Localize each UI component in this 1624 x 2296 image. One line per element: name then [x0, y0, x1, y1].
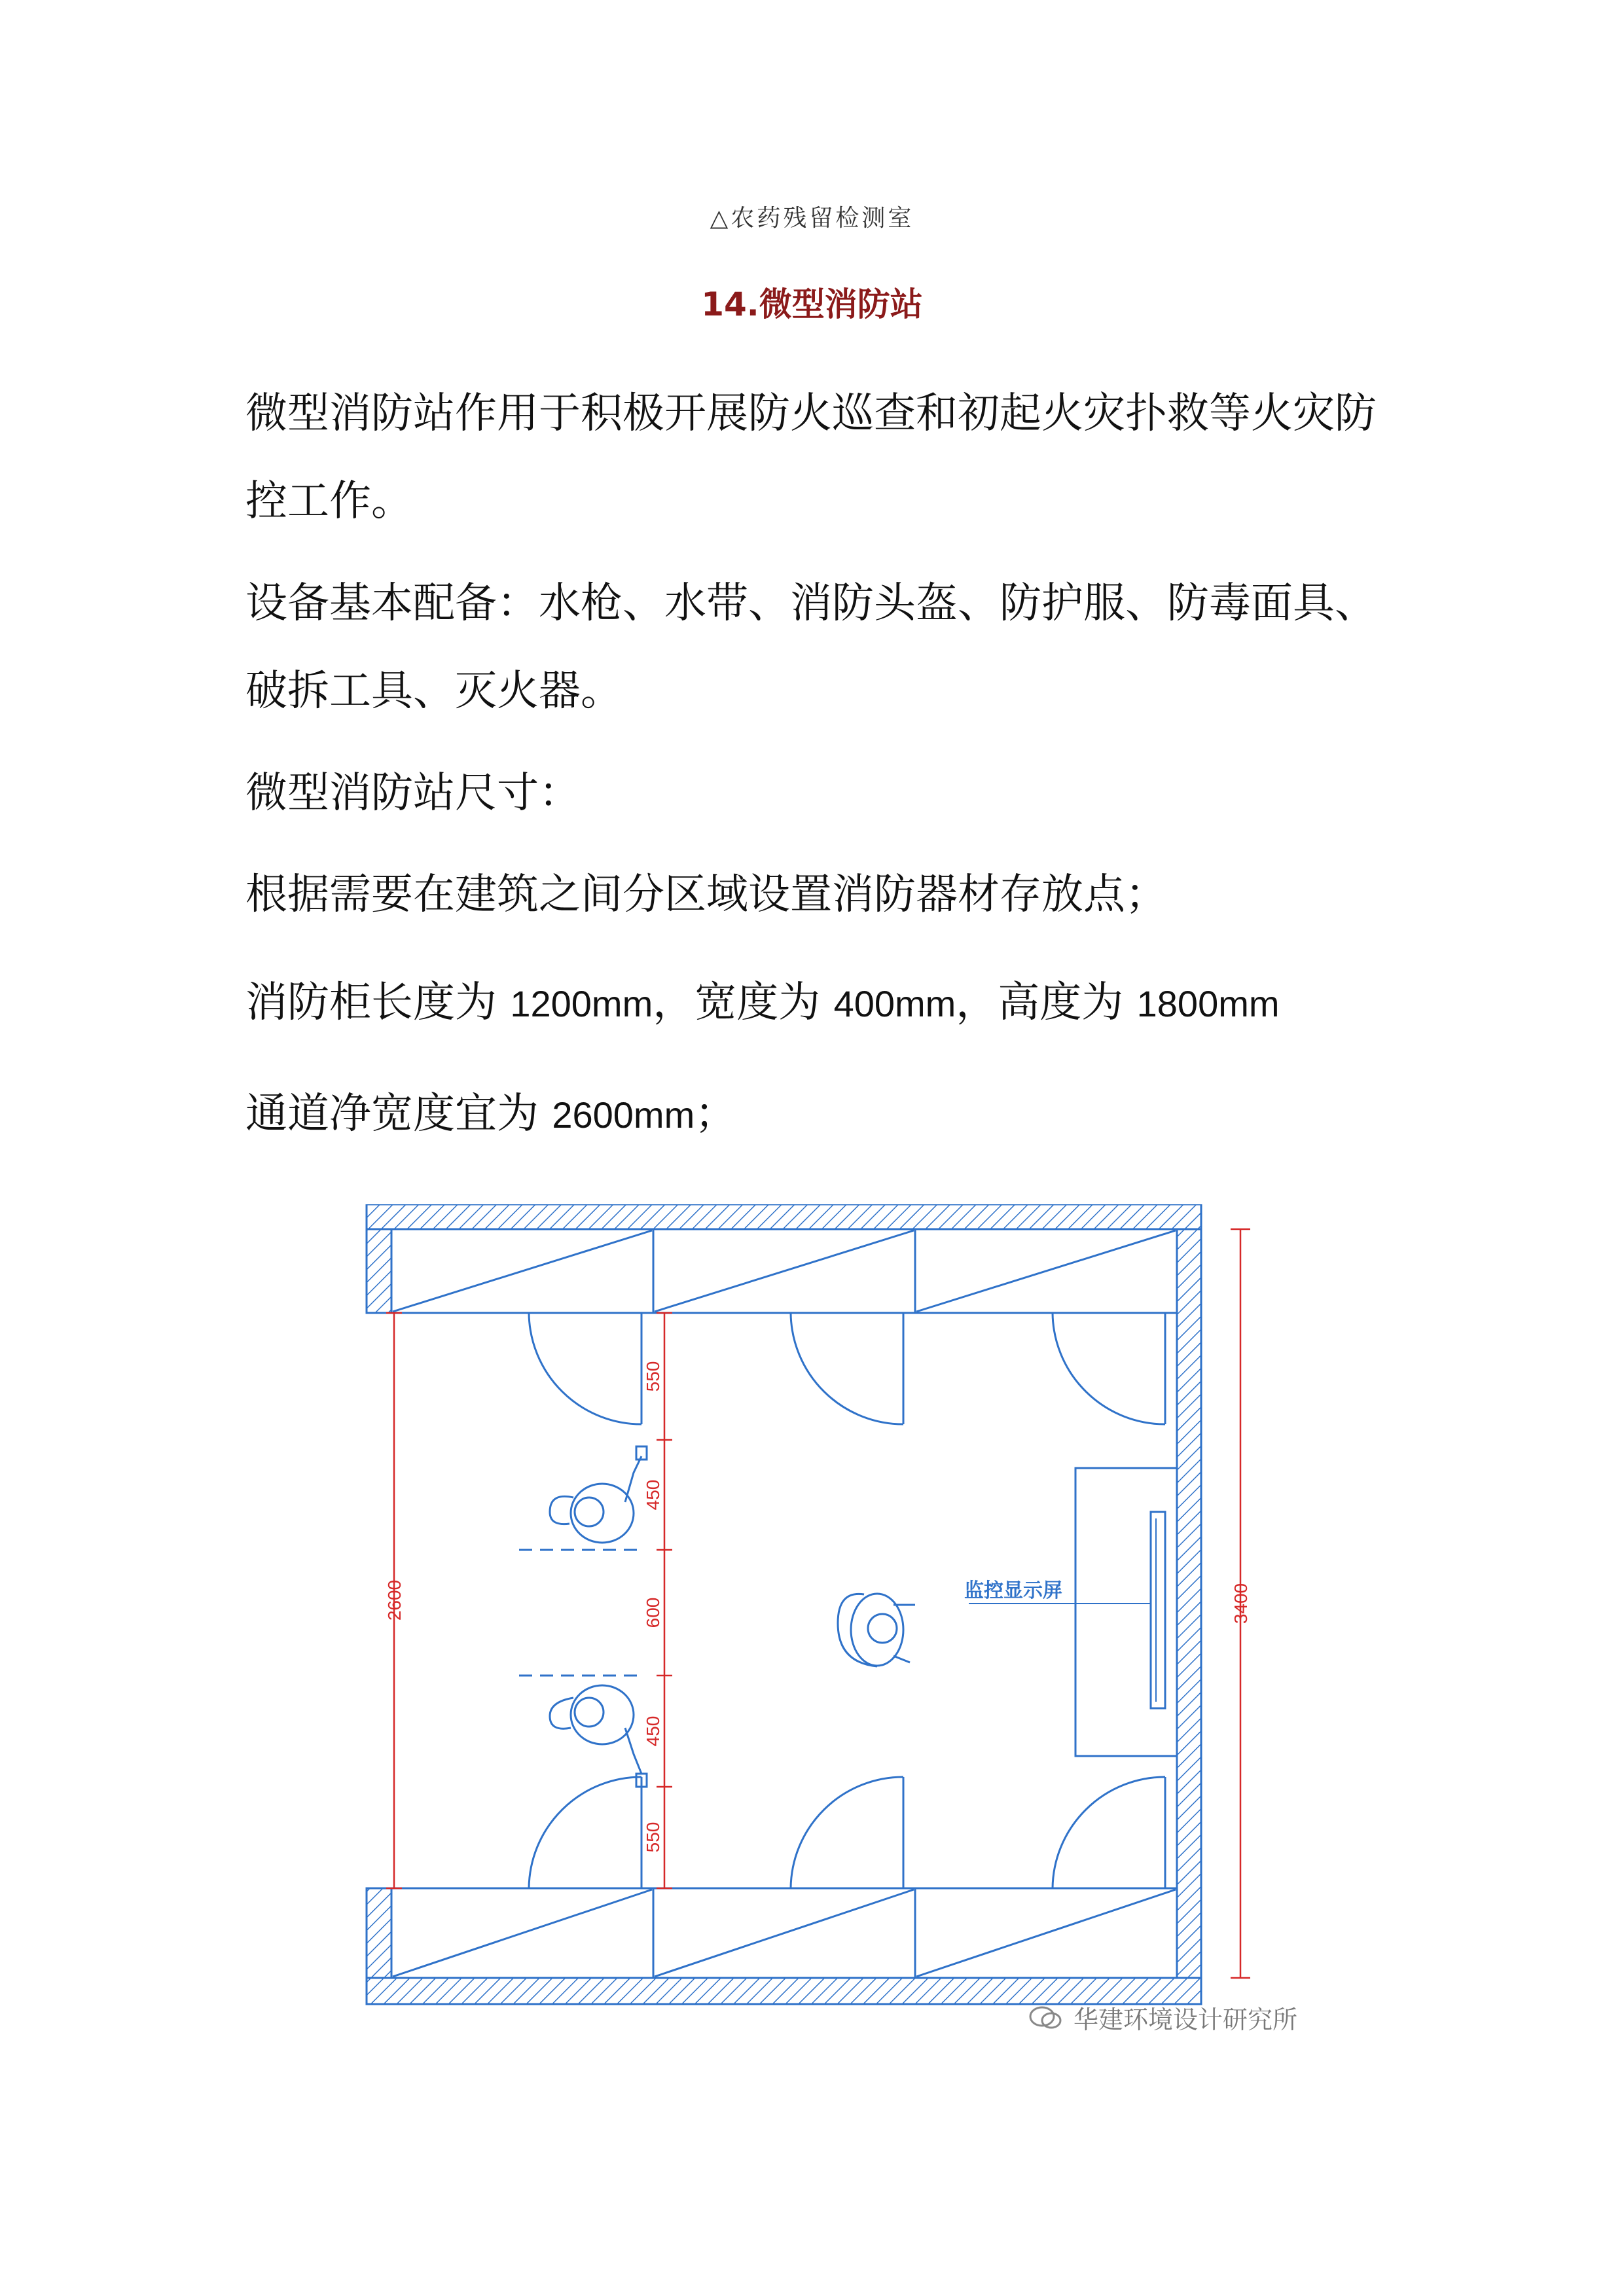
dim-right-label: 3400: [1231, 1583, 1251, 1624]
figure-caption: △农药残留检测室: [710, 205, 914, 232]
door-swings-bottom: [529, 1777, 1165, 1888]
aisle-width-label: 通道净宽度宜为: [245, 1090, 552, 1138]
paragraph-equipment: 设备基本配备：水枪、水带、消防头盔、防护服、防毒面具、破拆工具、灭火器。: [245, 579, 1377, 715]
dim-inner-4: 450: [643, 1715, 663, 1747]
person-figure-1: [550, 1446, 647, 1543]
dim-inner-3: 600: [643, 1597, 663, 1628]
aisle-width-end: ；: [695, 1090, 737, 1138]
person-figure-3: [838, 1594, 915, 1666]
floor-plan: [353, 1204, 1309, 2042]
wall-left-lower: [367, 1888, 391, 1978]
paragraph-purpose: 微型消防站作用于积极开展防火巡查和初起火灾扑救等火灾防控工作。: [245, 389, 1377, 526]
dim-inner-5: 550: [643, 1821, 663, 1853]
door-swings-top: [529, 1313, 1165, 1424]
paragraph-aisle-width: [245, 1070, 1398, 1159]
section-heading: 14.微型消防站: [701, 285, 923, 323]
dim-left-label: 2600: [384, 1579, 405, 1621]
watermark-text: 华建环境设计研究所: [1074, 2005, 1298, 2034]
person-figure-2: [550, 1685, 647, 1787]
cabinet-length-label: 消防柜长度为: [245, 978, 511, 1027]
wall-left-upper: [367, 1229, 391, 1313]
cabinet-length-value: 1200mm: [510, 983, 653, 1024]
wall-right: [1177, 1229, 1201, 1978]
monitor-screen: [1151, 1512, 1165, 1708]
cabinet-height-label: ，高度为: [956, 978, 1137, 1027]
watermark: [1028, 2000, 1297, 2036]
dim-inner-1: 550: [643, 1361, 663, 1392]
aisle-width-value: 2600mm: [552, 1094, 695, 1136]
wechat-icon: [1028, 2005, 1064, 2031]
dim-inner-2: 450: [643, 1479, 663, 1511]
cabinet-height-value: 1800mm: [1136, 983, 1280, 1024]
cabinet-width-label: ，宽度为: [653, 978, 834, 1027]
monitor-label: 监控显示屏: [964, 1579, 1062, 1602]
wall-top: [367, 1204, 1201, 1229]
cabinet-width-value: 400mm: [833, 983, 956, 1024]
paragraph-size-title: 微型消防站尺寸：: [245, 769, 581, 817]
paragraph-cabinet-size: [245, 959, 1398, 1048]
paragraph-location: 根据需要在建筑之间分区域设置消防器材存放点；: [245, 870, 1167, 919]
